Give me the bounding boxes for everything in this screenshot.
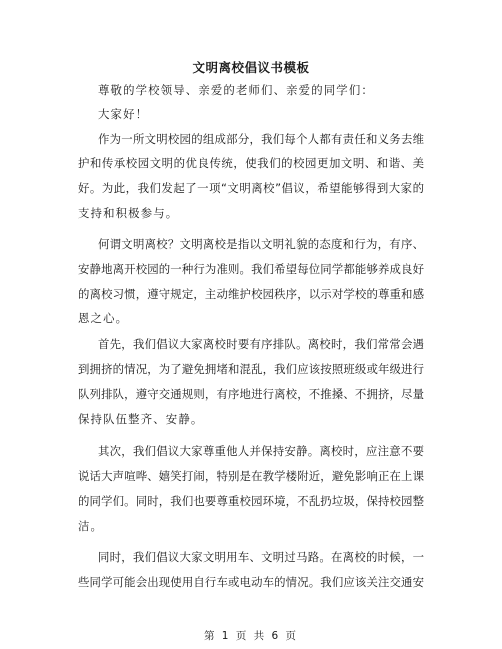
paragraph-line: 支持和积极参与。 — [78, 206, 179, 220]
paragraph-line: 恩之心。 — [78, 311, 129, 325]
paragraph-line: 洁。 — [78, 519, 104, 533]
paragraph-line: 说话大声喧哗、嬉笑打闹，特别是在教学楼附近，避免影响正在上课 — [78, 469, 424, 483]
salutation-line: 尊敬的学校领导、亲爱的老师们、亲爱的同学们： — [98, 83, 374, 97]
paragraph-line: 其次，我们倡议大家尊重他人并保持安静。离校时，应注意不要 — [98, 444, 424, 458]
document-title: 文明离校倡议书模板 — [192, 60, 310, 75]
paragraph-line: 护和传承校园文明的优良传统，使我们的校园更加文明、和谐、美 — [78, 156, 424, 170]
greeting-line: 大家好！ — [98, 107, 149, 121]
paragraph-line: 些同学可能会出现使用自行车或电动车的情况。我们应该关注交通安 — [78, 575, 424, 589]
paragraph-line: 保持队伍整齐、安静。 — [78, 412, 204, 426]
paragraph-line: 同时，我们倡议大家文明用车、文明过马路。在离校的时候，一 — [98, 550, 424, 564]
paragraph-line: 的离校习惯，遵守规定，主动维护校园秩序，以示对学校的尊重和感 — [78, 287, 424, 301]
paragraph-line: 安静地离开校园的一种行为准则。我们希望每位同学都能够养成良好 — [78, 262, 424, 276]
paragraph-line: 到拥挤的情况，为了避免拥堵和混乱，我们应该按照班级或年级进行 — [78, 362, 424, 376]
paragraph-line: 的同学们。同时，我们也要尊重校园环境，不乱扔垃圾，保持校园整 — [78, 494, 424, 508]
page-number-footer: 第 1 页 共 6 页 — [203, 630, 299, 642]
paragraph-line: 好。为此，我们发起了一项“文明离校”倡议，希望能够得到大家的 — [78, 181, 424, 195]
paragraph-line: 何谓文明离校？文明离校是指以文明礼貌的态度和行为，有序、 — [98, 237, 424, 251]
paragraph-line: 首先，我们倡议大家离校时要有序排队。离校时，我们常常会遇 — [98, 337, 424, 351]
paragraph-line: 队列排队，遵守交通规则，有序地进行离校，不推搡、不拥挤，尽量 — [78, 387, 424, 401]
paragraph-line: 作为一所文明校园的组成部分，我们每个人都有责任和义务去维 — [98, 132, 424, 146]
